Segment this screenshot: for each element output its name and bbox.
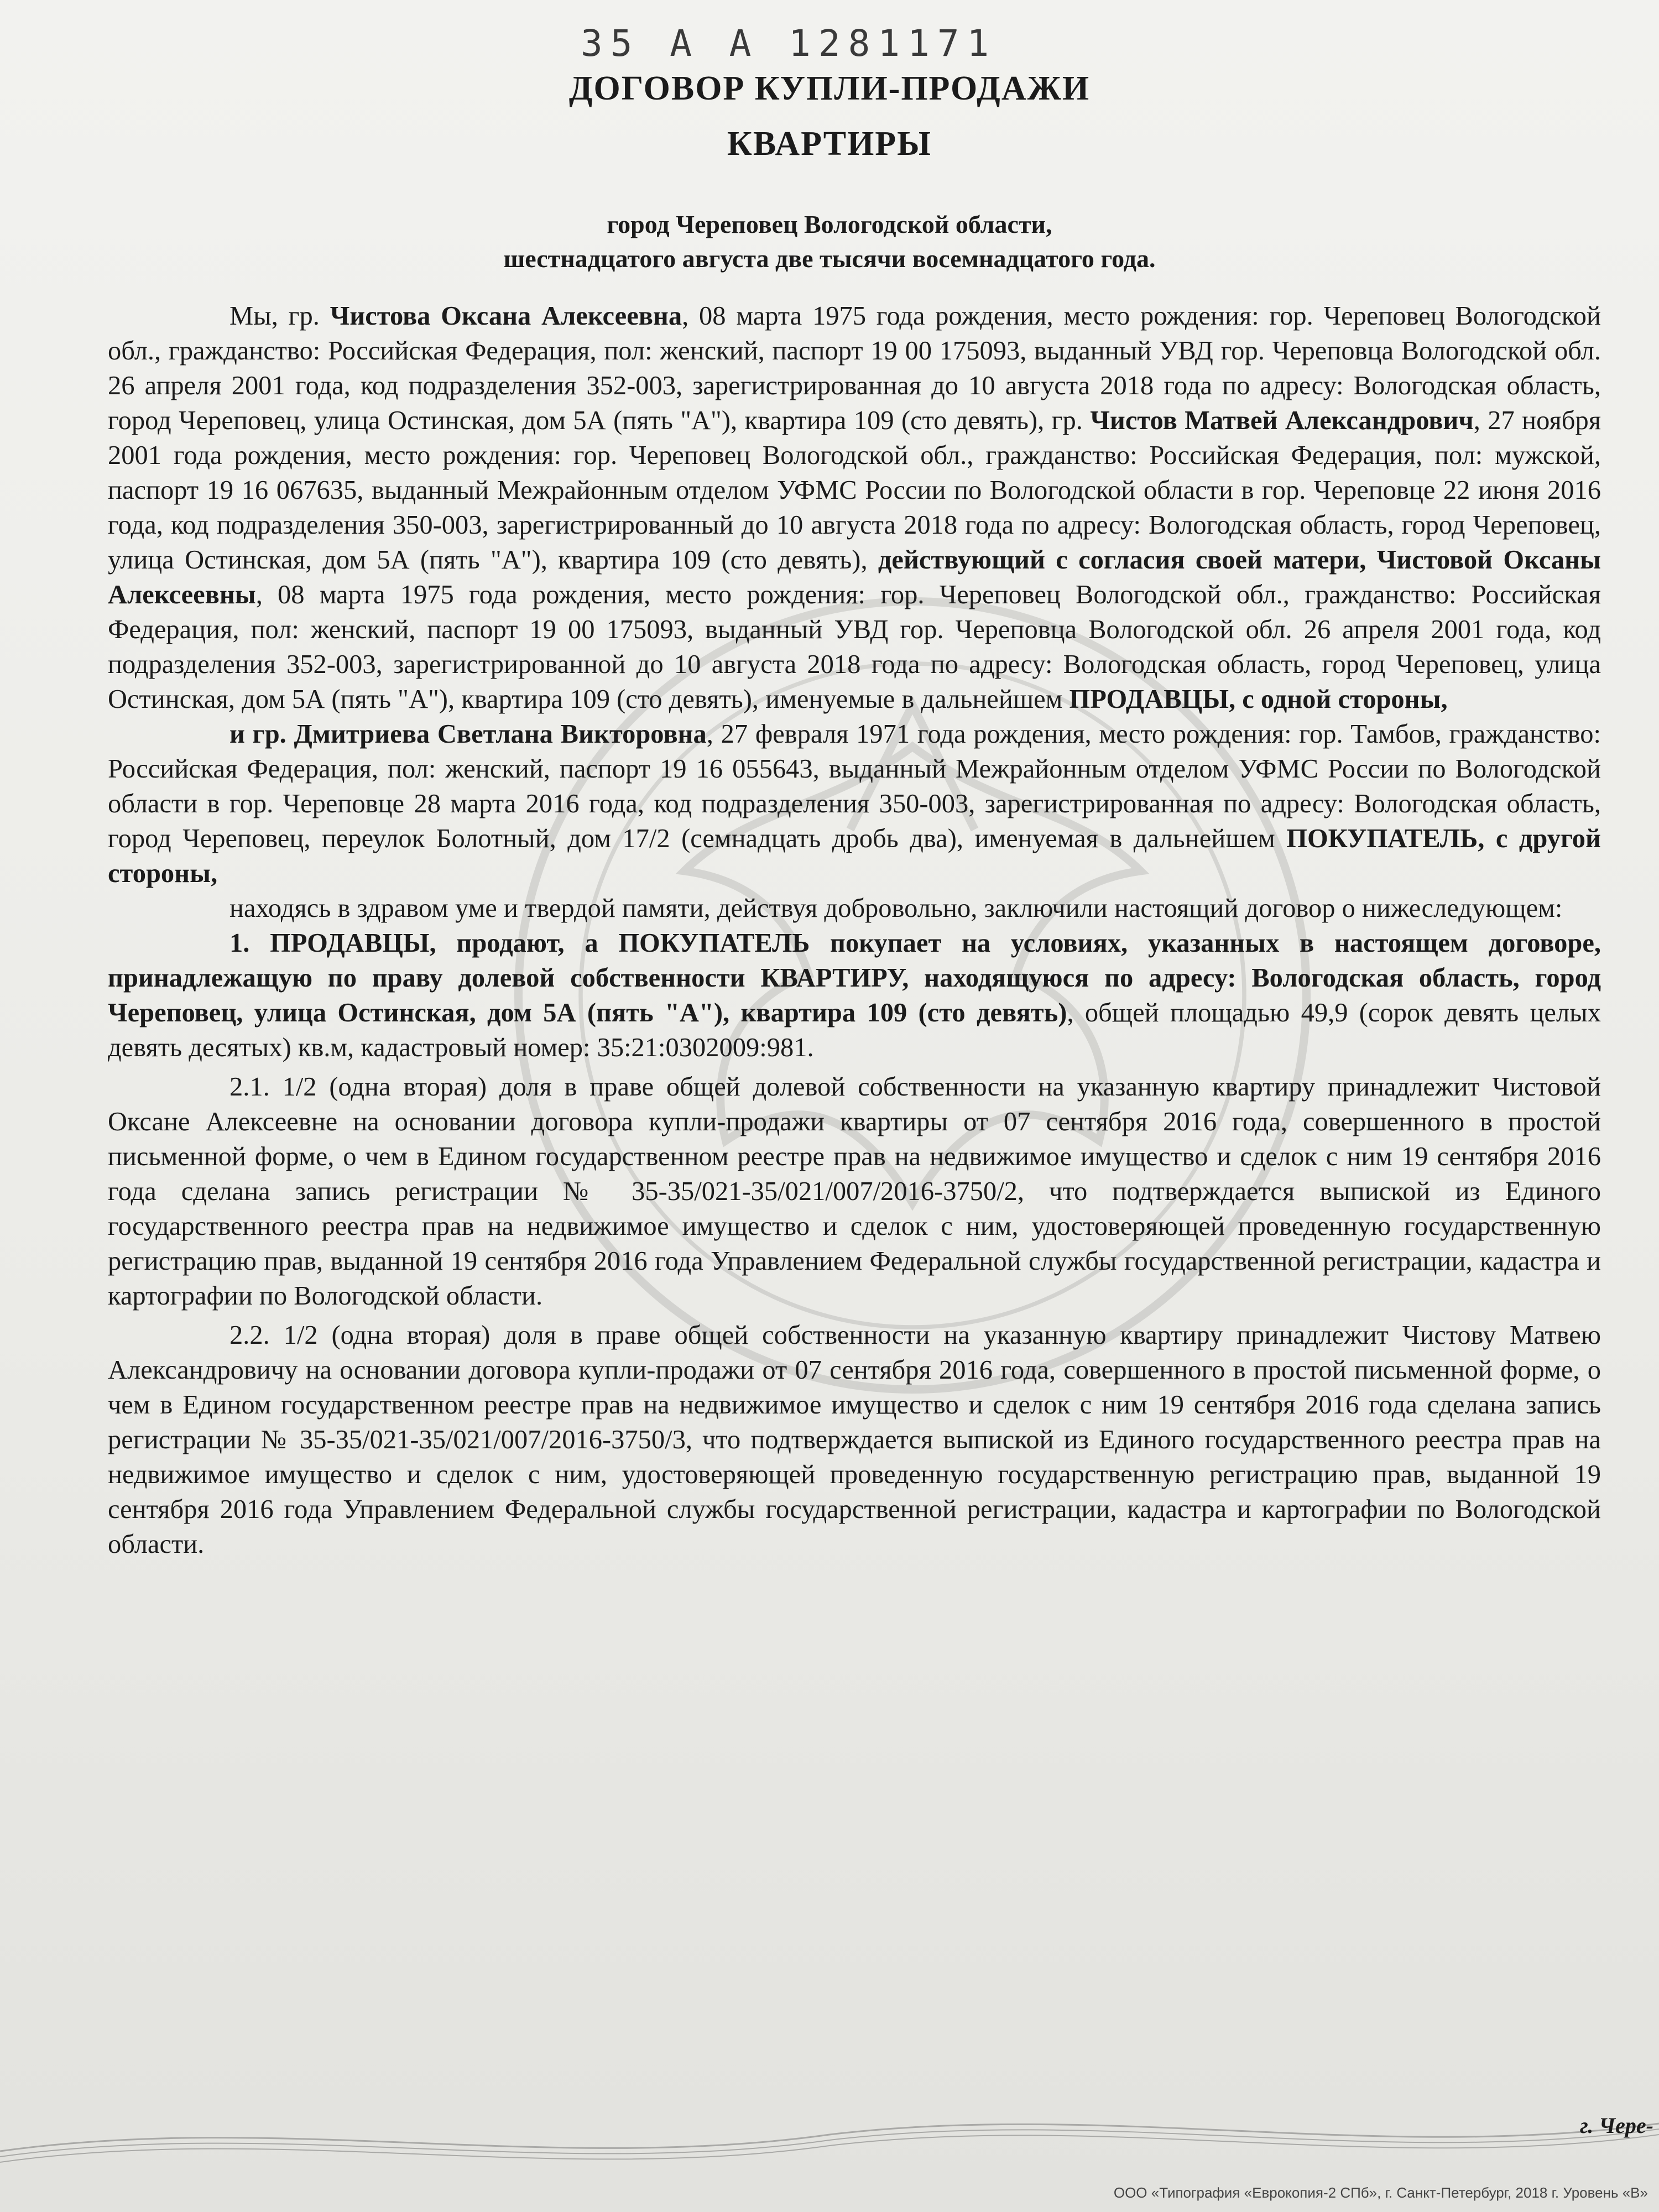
contract-place: город Череповец Вологодской области, [607,210,1052,238]
sellers-role: ПРОДАВЦЫ, с одной стороны, [1069,685,1448,714]
consent-clause: действующий с согласия своей матери, Чистовой Оксаны Алексеевны [108,545,1601,609]
contract-date: шестнадцатого августа две тысячи восемнадцатого года. [503,244,1156,273]
clause-2-2: 2.2. 1/2 (одна вторая) доля в праве общей собственности на указанную квартиру принадлежит Чистову Матвею Александровичу на основании договора купли-продажи от 07 сентября 2016 года, совершенного в простой письменной форме, о чем в Едином государственном реестре прав на недвижимое имущество и сделок с ним 19 сентября 2016 года сделана запись регистрации № 35-35/021-35/021/007/2016-3750/3, что подтверждается выпиской из Единого государственного реестра прав на недвижимое имущество и сделок с ним, удостоверяющей проведенную государственную регистрацию прав, выданной 19 сентября 2016 года Управлением Федеральной службы государственной регистрации, кадастра и картографии по Вологодской области. [108,1321,1601,1559]
buyer-paragraph: и гр. Дмитриева Светлана Викторовна, 27 февраля 1971 года рождения, место рождения: гор. Тамбов, гражданство: Российская Федерация, пол: женский, паспорт 19 16 055643, выданный Межрайонным отделом УФМС России по Вологодской области в гор. Череповце 28 марта 2016 года, код подразделения 350-003, зарегистрированная по адресу: Вологодская область, город Череповец, переулок Болотный, дом 17/2 (семнадцать дробь два), именуемая в дальнейшем ПОКУПАТЕЛЬ, с другой стороны, [108,719,1601,888]
footer-city-fragment: г. Чере- [1580,2113,1653,2138]
place-and-date [0,207,1659,276]
blank-serial-number: 35 А А 1281171 [581,22,997,65]
buyer-name: и гр. Дмитриева Светлана Викторовна [229,719,707,749]
clause-2-1: 2.1. 1/2 (одна вторая) доля в праве общей долевой собственности на указанную квартиру принадлежит Чистовой Оксане Алексеевне на основании договора купли-продажи квартиры от 07 сентября 2016 года, совершенного в простой письменной форме, о чем в Едином государственном реестре прав на недвижимое имущество и сделок с ним 19 сентября 2016 года сделана запись регистрации № 35-35/021-35/021/007/2016-3750/2, что подтверждается выпиской из Единого государственного реестра прав на недвижимое имущество и сделок с ним, удостоверяющей проведенную государственную регистрацию прав, выданной 19 сентября 2016 года Управлением Федеральной службы государственной регистрации, кадастра и картографии по Вологодской области. [108,1072,1601,1311]
sellers-paragraph: Мы, гр. Чистова Оксана Алексеевна, 08 марта 1975 года рождения, место рождения: гор. Череповец Вологодской обл., гражданство: Российская Федерация, пол: женский, паспорт 19 00 175093, выданный УВД гор. Череповца Вологодской обл. 26 апреля 2001 года, код подразделения 352-003, зарегистрированная до 10 августа 2018 года по адресу: Вологодская область, город Череповец, улица Остинская, дом 5А (пять "А"), квартира 109 (сто девять), гр. Чистов Матвей Александрович, 27 ноября 2001 года рождения, место рождения: гор. Череповец Вологодской обл., гражданство: Российская Федерация, пол: мужской, паспорт 19 16 067635, выданный Межрайонным отделом УФМС России по Вологодской области в гор. Череповце 22 июня 2016 года, код подразделения 350-003, зарегистрированный до 10 августа 2018 года по адресу: Вологодская область, город Череповец, улица Остинская, дом 5А (пять "А"), квартира 109 (сто девять), действующий с согласия своей матери, Чистовой Оксаны Алексеевны, 08 марта 1975 года рождения, место рождения: гор. Череповец Вологодской обл., гражданство: Российская Федерация, пол: женский, паспорт 19 00 175093, выданный УВД гор. Череповца Вологодской обл. 26 апреля 2001 года, код подразделения 352-003, зарегистрированной до 10 августа 2018 года по адресу: Вологодская область, город Череповец, улица Остинская, дом 5А (пять "А"), квартира 109 (сто девять), именуемые в дальнейшем ПРОДАВЦЫ, с одной стороны, [108,301,1601,714]
seller-name: Чистов Матвей Александрович [1090,406,1474,435]
agreement-paragraph: находясь в здравом уме и твердой памяти, действуя добровольно, заключили настоящий договор о нижеследующем: [229,894,1563,923]
contract-body [108,299,1601,1562]
document-subtitle: КВАРТИРЫ [727,125,932,163]
seller-name: Чистова Оксана Алексеевна [330,301,682,331]
document-title: ДОГОВОР КУПЛИ-ПРОДАЖИ [568,70,1091,107]
buyer-role: ПОКУПАТЕЛЬ, с другой стороны, [108,824,1601,888]
clause-1: 1. ПРОДАВЦЫ, продают, а ПОКУПАТЕЛЬ покупает на условиях, указанных в настоящем договоре, принадлежащую по праву долевой собственности КВАРТИРУ, находящуюся по адресу: Вологодская область, город Череповец, улица Остинская, дом 5А (пять "А"), квартира 109 (сто девять), общей площадью 49,9 (сорок девять целых девять десятых) кв.м, кадастровый номер: 35:21:0302009:981. [108,928,1601,1062]
guilloche-border-icon [0,2101,1659,2173]
printer-imprint: ООО «Типография «Еврокопия-2 СПб», г. Санкт-Петербург, 2018 г. Уровень «В» [1113,2184,1648,2201]
